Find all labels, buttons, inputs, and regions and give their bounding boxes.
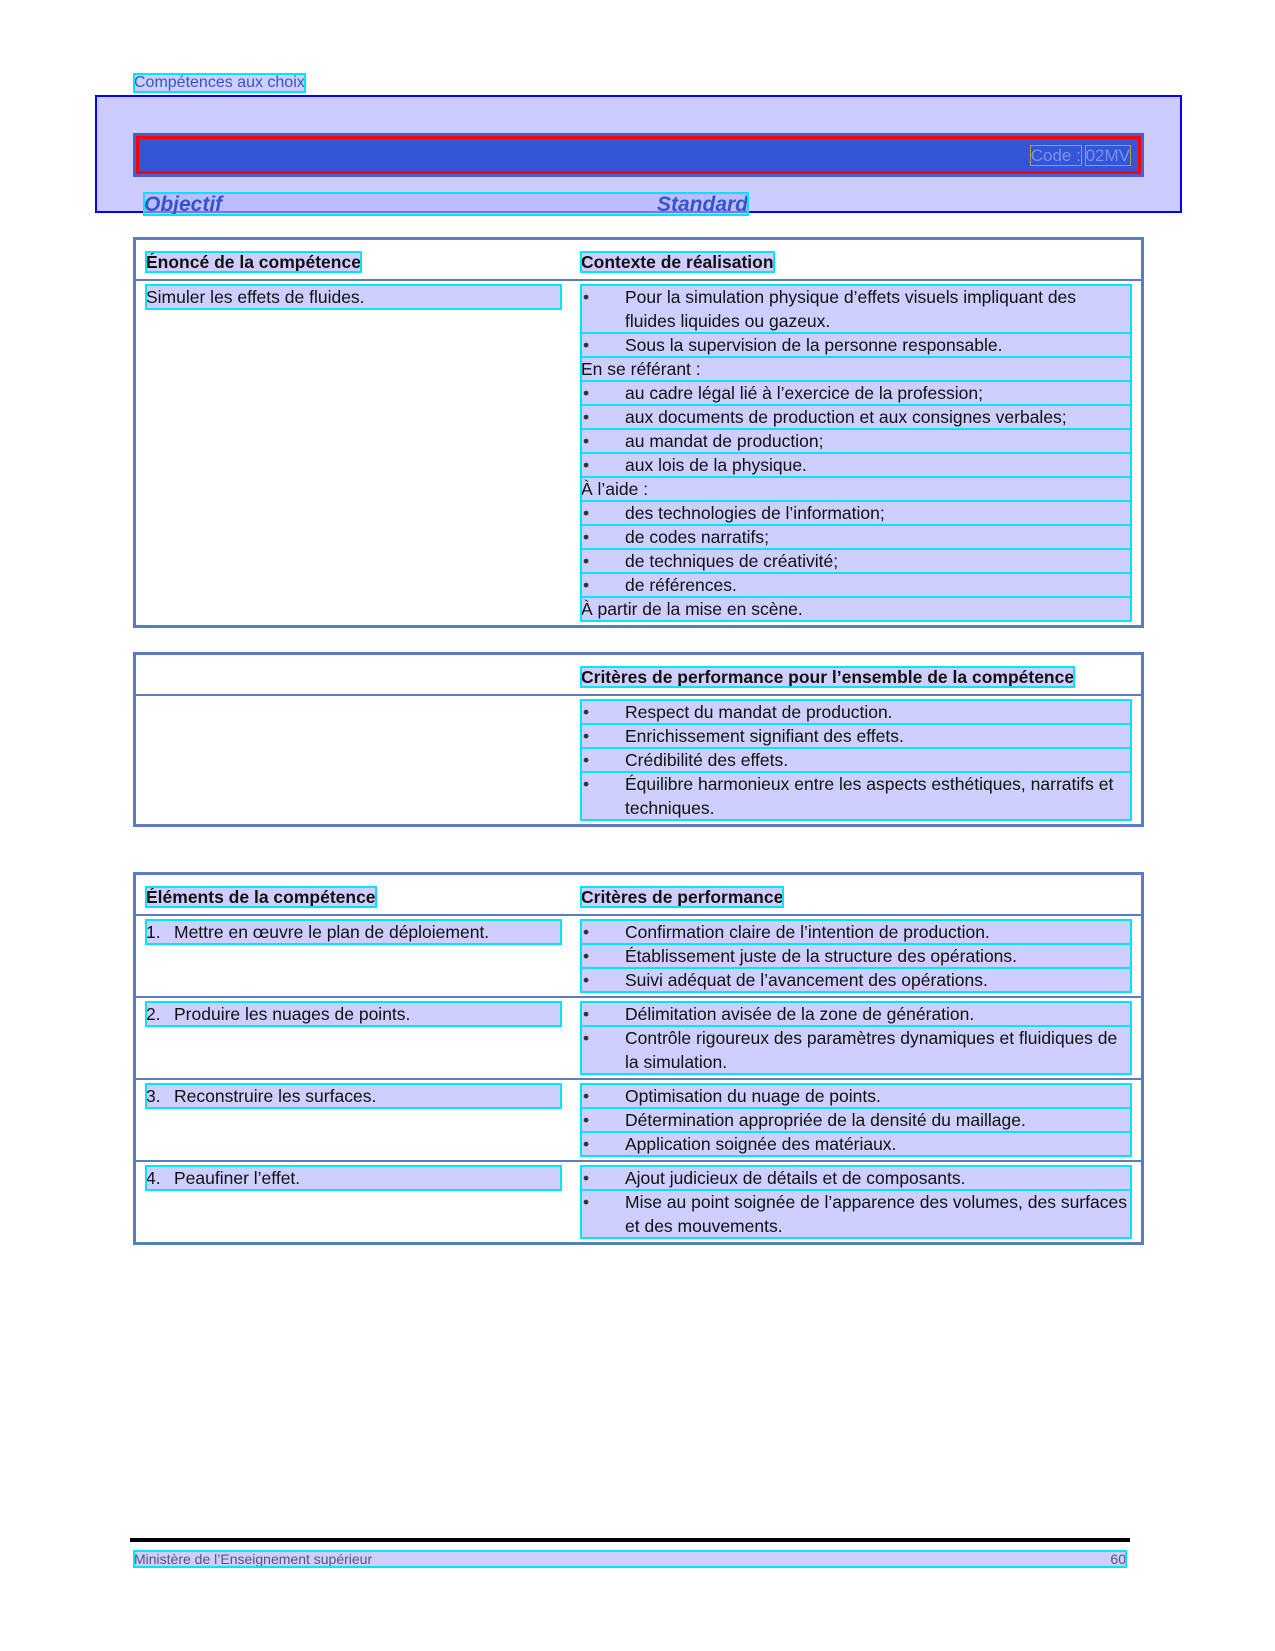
col-statement-header: Énoncé de la compétence <box>146 252 361 272</box>
bullet-item: • Optimisation du nuage de points. <box>581 1084 1131 1108</box>
footer-ministry: Ministère de l’Enseignement supérieur <box>134 1551 373 1567</box>
code-value: 02MV <box>1085 146 1130 165</box>
competence-table <box>133 237 1144 628</box>
bullet-item: • au mandat de production; <box>581 429 1131 453</box>
element-row <box>135 1079 1143 1161</box>
bullet-item: • Respect du mandat de production. <box>581 700 1131 724</box>
competence-statement: Simuler les effets de fluides. <box>146 285 561 309</box>
bullet-item: • Équilibre harmonieux entre les aspects esthétiques, narratifs et techniques. <box>581 772 1131 820</box>
bullet-item: • Ajout judicieux de détails et de composants. <box>581 1166 1131 1190</box>
objective-standard-row <box>144 193 748 215</box>
elements-table <box>133 872 1144 1245</box>
bullet-item: • de références. <box>581 573 1131 597</box>
bullet-item: • aux lois de la physique. <box>581 453 1131 477</box>
bullet-item: • Détermination appropriée de la densité du maillage. <box>581 1108 1131 1132</box>
bullet-item: • Application soignée des matériaux. <box>581 1132 1131 1156</box>
footer <box>134 1551 1126 1567</box>
bullet-item: • Enrichissement signifiant des effets. <box>581 724 1131 748</box>
bullet-item: • Sous la supervision de la personne responsable. <box>581 333 1131 357</box>
code-label: Code : 02MV <box>1030 146 1130 165</box>
bullet-item: • aux documents de production et aux consignes verbales; <box>581 405 1131 429</box>
bullet-item: • Délimitation avisée de la zone de génération. <box>581 1002 1131 1026</box>
element-row <box>135 1161 1143 1244</box>
footer-divider <box>130 1538 1130 1542</box>
global-criteria-header: Critères de performance pour l’ensemble de la compétence <box>581 667 1075 687</box>
element-item: 3. Reconstruire les surfaces. <box>146 1084 561 1108</box>
reference-label: En se référant : <box>581 357 1131 381</box>
element-item: 1. Mettre en œuvre le plan de déploiement. <box>146 920 561 944</box>
bullet-item: • de techniques de créativité; <box>581 549 1131 573</box>
global-criteria-table <box>133 652 1144 827</box>
element-item: 2. Produire les nuages de points. <box>146 1002 561 1026</box>
col-criteria-header: Critères de performance <box>581 887 784 907</box>
bullet-item: • au cadre légal lié à l’exercice de la profession; <box>581 381 1131 405</box>
page-number: 60 <box>1110 1551 1126 1567</box>
code-bar <box>133 133 1144 177</box>
from-label: À partir de la mise en scène. <box>581 597 1131 621</box>
bullet-item: • Établissement juste de la structure des opérations. <box>581 944 1131 968</box>
aid-label: À l’aide : <box>581 477 1131 501</box>
bullet-item: • Pour la simulation physique d’effets visuels impliquant des fluides liquides ou gazeux. <box>581 285 1131 333</box>
objective-label: Objectif <box>144 193 223 216</box>
bullet-item: • Mise au point soignée de l’apparence des volumes, des surfaces et des mouvements. <box>581 1190 1131 1238</box>
bullet-item: • Confirmation claire de l’intention de production. <box>581 920 1131 944</box>
col-context-header: Contexte de réalisation <box>581 252 774 272</box>
bullet-item: • de codes narratifs; <box>581 525 1131 549</box>
element-row <box>135 915 1143 997</box>
bullet-item: • Suivi adéquat de l’avancement des opérations. <box>581 968 1131 992</box>
section-title: Compétences aux choix <box>134 74 305 91</box>
bullet-item: • des technologies de l’information; <box>581 501 1131 525</box>
standard-label: Standard <box>656 193 748 216</box>
element-item: 4. Peaufiner l’effet. <box>146 1166 561 1190</box>
element-row <box>135 997 1143 1079</box>
bullet-item: • Crédibilité des effets. <box>581 748 1131 772</box>
bullet-item: • Contrôle rigoureux des paramètres dynamiques et fluidiques de la simulation. <box>581 1026 1131 1074</box>
col-elements-header: Éléments de la compétence <box>146 887 376 907</box>
